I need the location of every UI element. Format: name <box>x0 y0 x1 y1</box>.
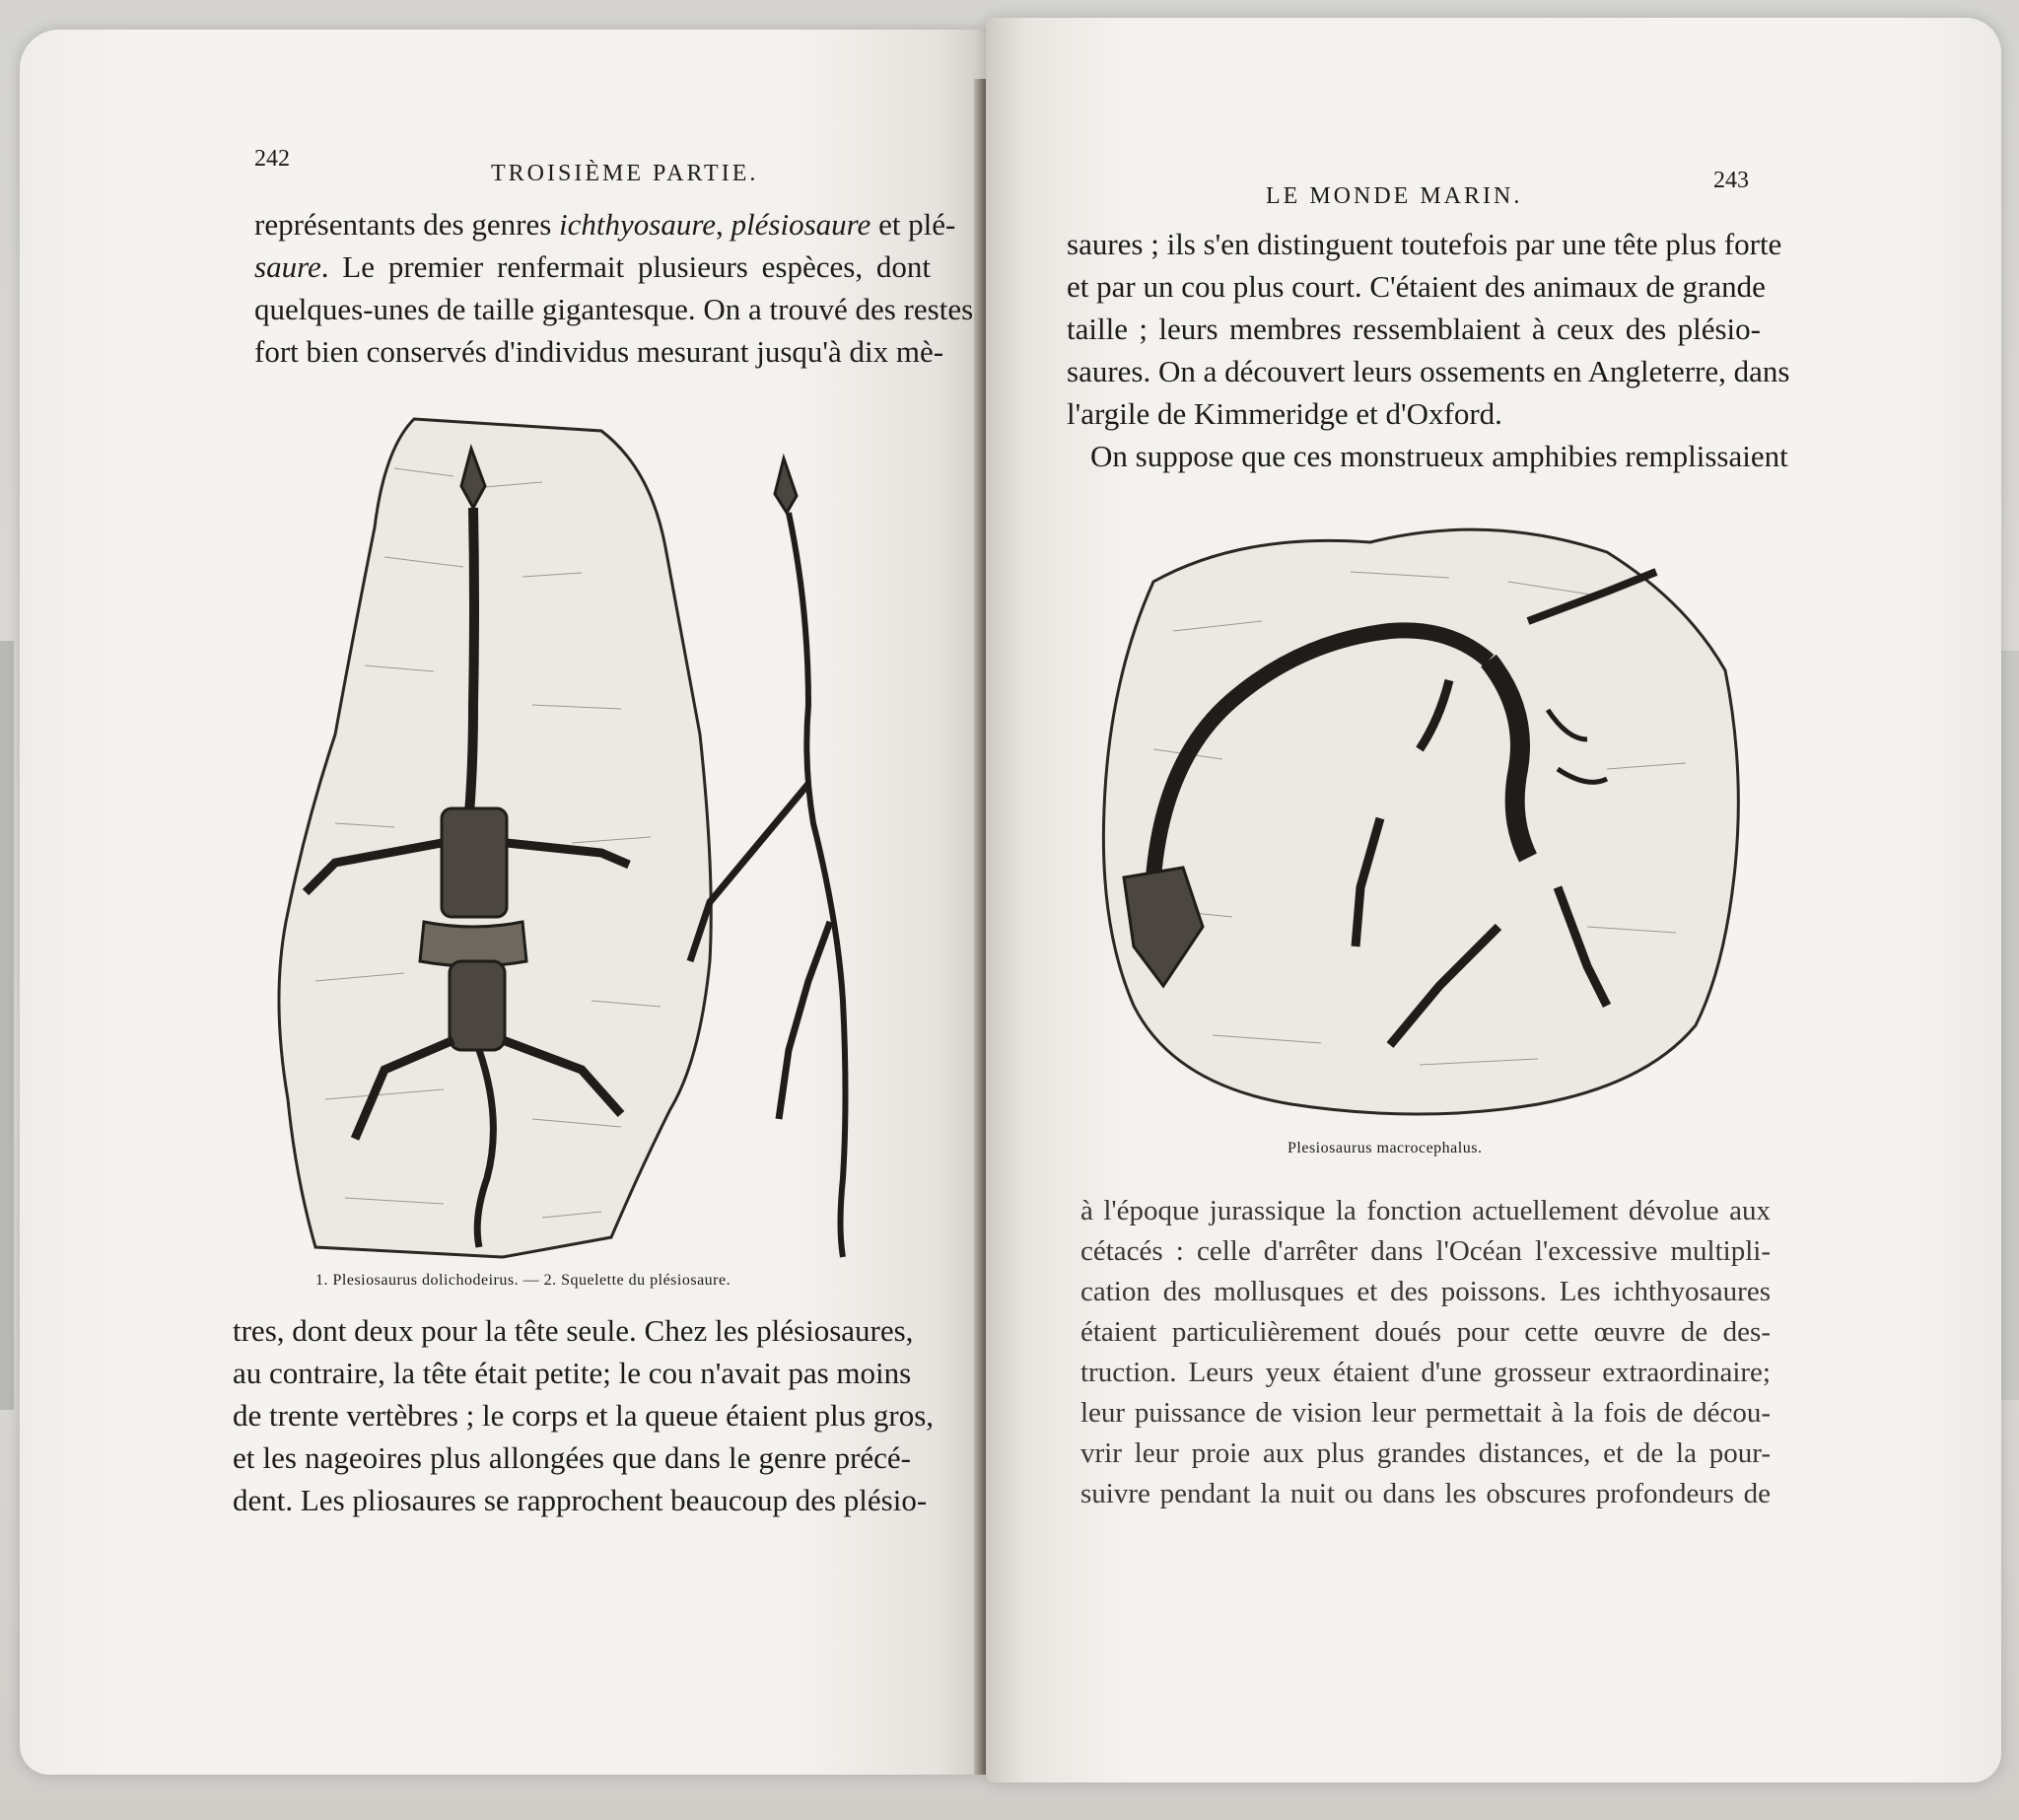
right-bottom-line-1: à l'époque jurassique la fonction actuellement dévolue aux <box>1080 1195 1771 1226</box>
plesiosaurus-engraving-left <box>276 409 927 1267</box>
right-running-head: LE MONDE MARIN. <box>1266 183 1523 209</box>
right-bottom-line-3: cation des mollusques et des poissons. Les ichthyosaures <box>1080 1276 1771 1307</box>
left-top-paragraph <box>254 203 974 373</box>
left-edge-tab <box>0 641 14 1410</box>
right-bottom-line-5: truction. Leurs yeux étaient d'une grosseur extraordinaire; <box>1080 1357 1771 1388</box>
right-top-paragraph <box>1067 223 1790 477</box>
left-bottom-line-3: de trente vertèbres ; le corps et la queue étaient plus gros, <box>233 1398 935 1433</box>
right-bottom-line-2: cétacés : celle d'arrêter dans l'Océan l'excessive multipli- <box>1080 1235 1771 1267</box>
right-top-line-3: taille ; leurs membres ressemblaient à ceux des plésio- <box>1067 312 1761 346</box>
right-top-line-5: l'argile de Kimmeridge et d'Oxford. <box>1067 396 1502 431</box>
left-top-line-2: saure. Le premier renfermait plusieurs espèces, dont <box>254 249 931 284</box>
right-figure-caption: Plesiosaurus macrocephalus. <box>1288 1140 1483 1156</box>
left-bottom-paragraph <box>233 1309 935 1521</box>
right-top-line-2: et par un cou plus court. C'étaient des animaux de grande <box>1067 269 1766 304</box>
right-bottom-line-7: vrir leur proie aux plus grandes distances, et de la pour- <box>1080 1437 1771 1469</box>
left-top-line-3: quelques-unes de taille gigantesque. On a trouvé des restes <box>254 292 974 326</box>
right-bottom-line-6: leur puissance de vision leur permettait à la fois de décou- <box>1080 1397 1771 1429</box>
left-bottom-line-4: et les nageoires plus allongées que dans le genre précé- <box>233 1440 911 1475</box>
left-top-line-4: fort bien conservés d'individus mesurant jusqu'à dix mè- <box>254 334 944 369</box>
right-page-number: 243 <box>1713 168 1749 193</box>
right-top-line-4: saures. On a découvert leurs ossements en Angleterre, dans <box>1067 354 1790 388</box>
left-top-line-1: représentants des genres ichthyosaure, plésiosaure et plé- <box>254 207 956 242</box>
left-bottom-line-1: tres, dont deux pour la tête seule. Chez les plésiosaures, <box>233 1313 914 1348</box>
left-bottom-line-5: dent. Les pliosaures se rapprochent beaucoup des plésio- <box>233 1483 928 1517</box>
left-figure-caption: 1. Plesiosaurus dolichodeirus. — 2. Squelette du plésiosaure. <box>315 1272 731 1289</box>
right-bottom-paragraph <box>1080 1191 1771 1514</box>
plesiosaurus-skeleton-2 <box>690 458 846 1257</box>
left-page-number: 242 <box>254 146 290 172</box>
right-top-line-1: saures ; ils s'en distinguent toutefois par une tête plus forte <box>1067 227 1782 261</box>
plesiosaurus-macrocephalus-engraving <box>1094 513 1755 1124</box>
left-running-head: TROISIÈME PARTIE. <box>491 161 759 186</box>
left-bottom-line-2: au contraire, la tête était petite; le cou n'avait pas moins <box>233 1356 912 1390</box>
right-bottom-line-4: étaient particulièrement doués pour cette œuvre de des- <box>1080 1316 1771 1348</box>
right-bottom-line-8: suivre pendant la nuit ou dans les obscures profondeurs de <box>1080 1478 1771 1509</box>
right-top-line-6: On suppose que ces monstrueux amphibies remplissaient <box>1090 439 1788 473</box>
